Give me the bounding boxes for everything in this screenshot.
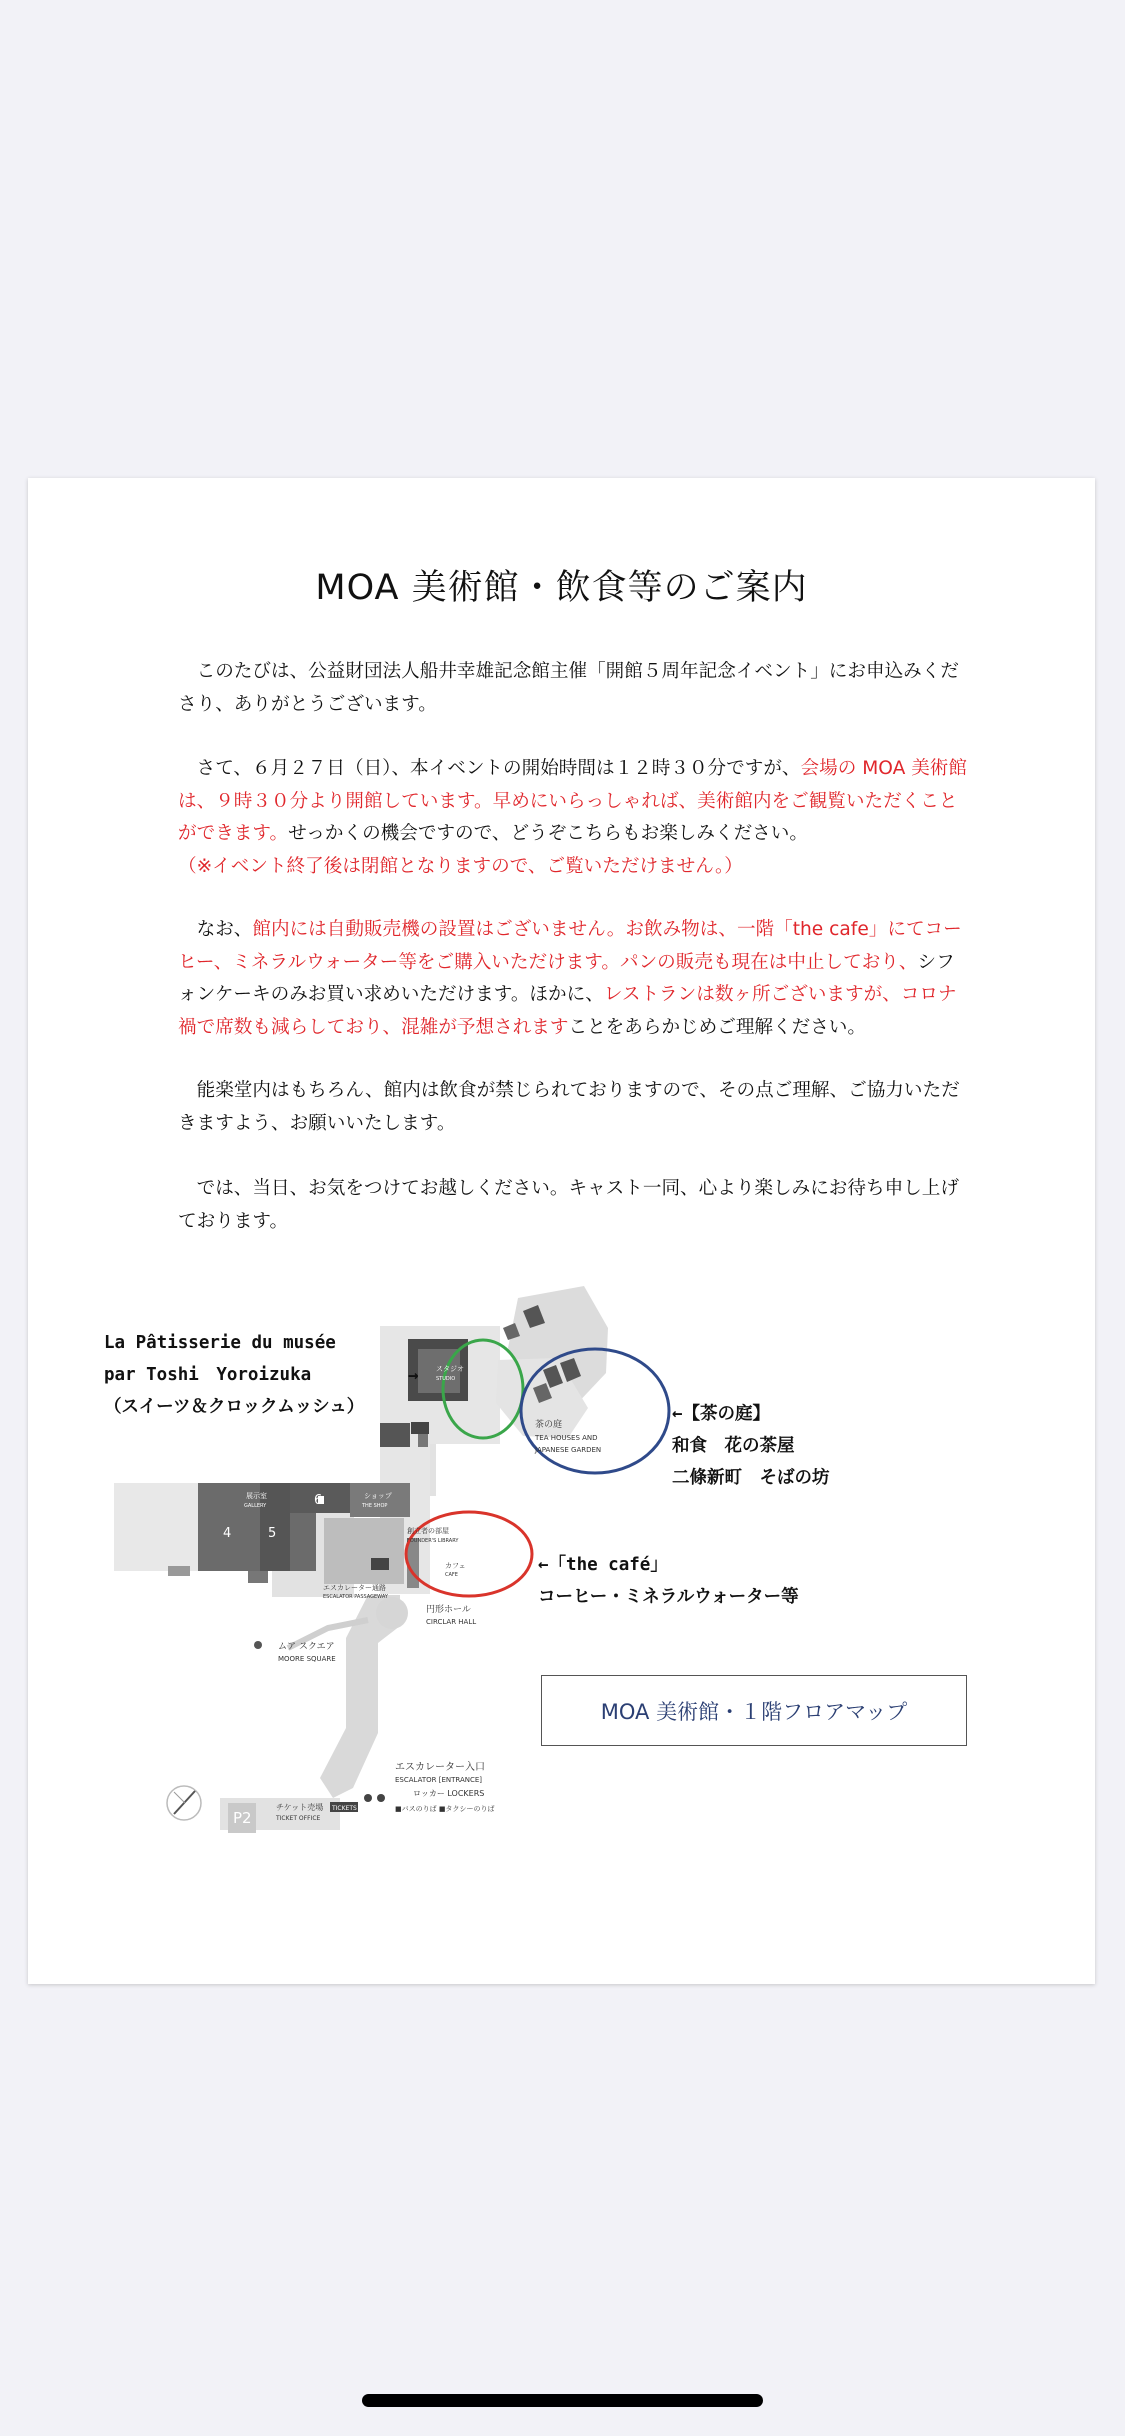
cafe-menu: コーヒー・ミネラルウォーター等	[538, 1587, 799, 1607]
tea-garden-restaurant-1: 和食 花の茶屋	[672, 1436, 795, 1456]
paragraph-closing: では、当日、お気をつけてお越しください。キャスト一同、心より楽しみにお待ち申し上げております。	[178, 1178, 959, 1232]
sculpture-icon	[254, 1641, 262, 1649]
map-label-founder-en: FOUNDER'S LIBRARY	[407, 1538, 459, 1544]
paragraph-no-eating: 能楽堂内はもちろん、館内は飲食が禁じられておりますので、その点ご理解、ご協力いただきますよう、お願いいたします。	[178, 1080, 960, 1134]
map-label-bus-taxi: ■バスのりば ■タクシーのりば	[395, 1805, 495, 1813]
map-label-studio-en: STUDIO	[436, 1376, 456, 1382]
map-label-tea-garden-en1: TEA HOUSES AND	[535, 1434, 598, 1442]
document-page	[28, 478, 1095, 1984]
home-indicator[interactable]	[362, 2394, 763, 2407]
tea-garden-restaurant-2: 二條新町 そばの坊	[672, 1468, 830, 1488]
map-label-gallery-en: GALLERY	[244, 1503, 267, 1509]
patisserie-menu: （スイーツ＆クロックムッシュ）	[104, 1397, 365, 1417]
map-label-escalator-passage: エスカレーター通路	[323, 1584, 386, 1592]
page-title: MOA 美術館・飲食等のご案内	[315, 568, 808, 608]
info-icon	[364, 1794, 385, 1802]
map-label-locker: ロッカー LOCKERS	[413, 1789, 485, 1798]
patisserie-label	[104, 1327, 364, 1423]
cafe-title: ←「the café」	[538, 1555, 668, 1575]
map-label-shop: ショップ	[364, 1492, 392, 1500]
map-label-circle-hall-en: CIRCLAR HALL	[426, 1618, 477, 1626]
p2-text-red: 会場の MOA 美術館は、９時３０分より開館しています。早めにいらっしゃれば、美術館内をご観覧いただくことができます。	[178, 758, 967, 844]
map-label-moore: ムア スクエア	[278, 1642, 335, 1652]
map-label-escalator-entrance-en: ESCALATOR [ENTRANCE]	[395, 1776, 483, 1784]
map-label-cafe: カフェ	[445, 1562, 466, 1570]
map-label-escalator-entrance: エスカレーター入口	[395, 1762, 485, 1773]
map-label-moore-en: MOORE SQUARE	[278, 1655, 336, 1663]
map-label-shop-en: THE SHOP	[362, 1503, 388, 1509]
floor-map	[28, 478, 1095, 1984]
map-label-gallery: 展示室	[246, 1492, 267, 1500]
p3-text-a: なお、	[178, 919, 253, 940]
map-label-tickets-badge: TICKETS	[332, 1805, 357, 1812]
map-label-room-5: 5	[268, 1526, 277, 1541]
cafe-label	[538, 1549, 799, 1613]
map-label-studio: スタジオ	[436, 1365, 464, 1373]
map-label-ticket: チケット売場	[276, 1803, 324, 1812]
tea-garden-title: ←【茶の庭】	[672, 1404, 771, 1424]
map-label-ticket-en: TICKET OFFICE	[276, 1815, 321, 1822]
p3-text-red-2: レストランは数ヶ所ございますが、コロナ禍で席数も減らしており、混雑が予想されます	[178, 984, 957, 1038]
floor-map-caption: MOA 美術館・１階フロアマップ	[541, 1675, 967, 1746]
map-label-tea-garden-en2: JAPANESE GARDEN	[535, 1446, 602, 1454]
paragraph-intro: このたびは、公益財団法人船井幸雄記念館主催「開館５周年記念イベント」にお申込みくださり、ありがとうございます。	[178, 661, 959, 715]
p3-text-red-1: 館内には自動販売機の設置はございません。お飲み物は、一階「the cafe」にてコーヒー、ミネラルウォーター等をご購入いただけます。パンの販売も現在は中止しており、	[178, 919, 962, 973]
compass-icon	[167, 1786, 201, 1820]
map-label-circle-hall: 円形ホール	[426, 1605, 471, 1615]
map-label-room-6: 6	[314, 1493, 323, 1508]
patisserie-arrow: →	[408, 1366, 419, 1386]
p2-text-a: さて、６月２７日（日）、本イベントの開始時間は１２時３０分ですが、	[178, 758, 801, 779]
patisserie-name-line2: par Toshi Yoroizuka	[104, 1365, 312, 1385]
map-label-p2: P2	[233, 1809, 252, 1827]
map-label-cafe-en: CAFE	[445, 1572, 458, 1578]
p3-text-c: シフォンケーキのみお買い求めいただけます。ほかに、	[178, 951, 955, 1005]
patisserie-name-line1: La Pâtisserie du musée	[104, 1333, 336, 1353]
p3-text-e: ことをあらかじめご理解ください。	[568, 1016, 866, 1038]
p2-text-c: せっかくの機会ですので、どうぞこちらもお楽しみください。	[288, 823, 808, 844]
p2-note-red: （※イベント終了後は閉館となりますので、ご覧いただけません。）	[178, 855, 743, 877]
tea-garden-label	[672, 1398, 830, 1494]
map-label-tea-garden: 茶の庭	[535, 1420, 563, 1430]
map-label-room-4: 4	[223, 1526, 232, 1541]
map-label-escalator-passage-en: ESCALATOR PASSAGEWAY	[323, 1594, 388, 1600]
map-label-founder: 創立者の部屋	[407, 1527, 449, 1535]
